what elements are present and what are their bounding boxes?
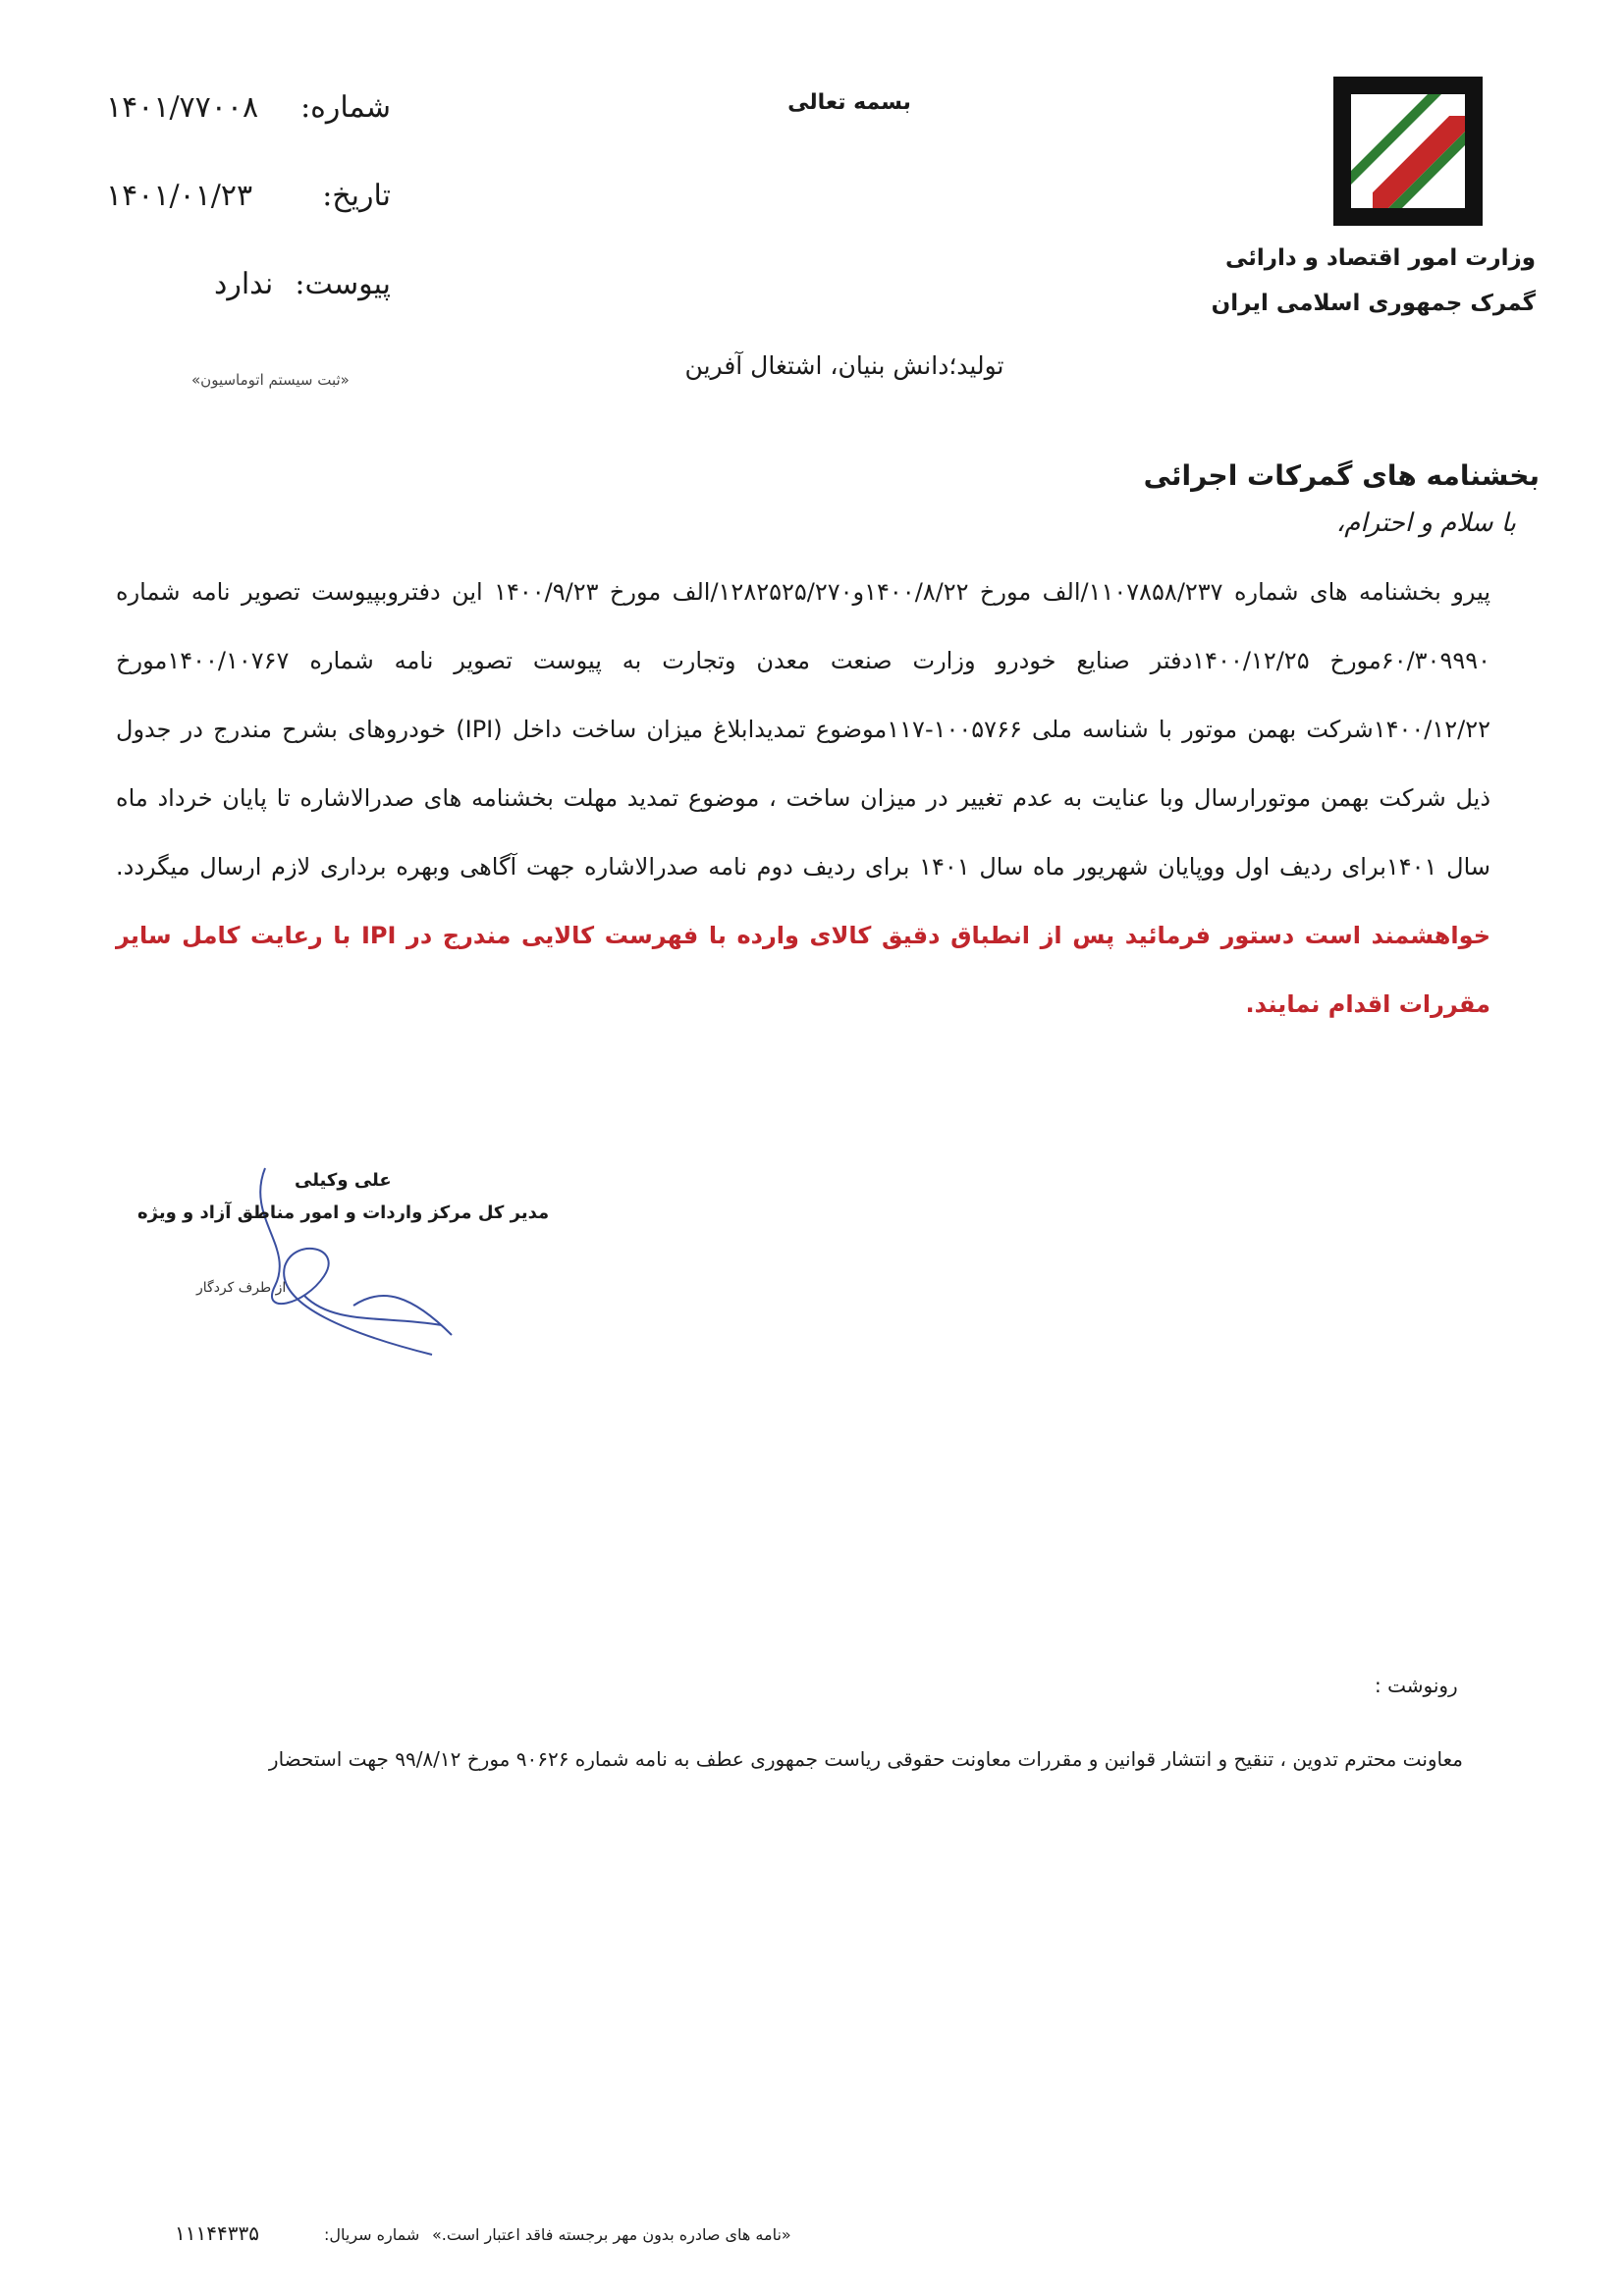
number-label: شماره: — [300, 90, 391, 125]
serial-label: شماره سریال: — [324, 2225, 420, 2244]
cc-recipient: معاونت محترم تدوین ، تنقیح و انتشار قوانین و مقررات معاونت حقوقی ریاست جمهوری عطف به نامه شماره ۹۰۶۲۶ مورخ ۹۹/۸/۱۲ جهت استحضار — [268, 1747, 1463, 1771]
serial-value: ۱۱۱۴۴۳۳۵ — [175, 2221, 259, 2245]
number-row — [106, 90, 401, 179]
footer-validity-note: «نامه های صادره بدون مهر برجسته فاقد اعتبار است.» — [432, 2225, 791, 2244]
letter-meta — [106, 90, 401, 355]
organization-block — [1212, 236, 1536, 326]
motto: تولید؛دانش بنیان، اشتغال آفرین — [684, 351, 1004, 380]
date-value: ۱۴۰۱/۰۱/۲۳ — [106, 179, 253, 213]
ministry-name: وزارت امور اقتصاد و دارائی — [1224, 245, 1536, 271]
cc-label: رونوشت : — [1375, 1674, 1458, 1697]
attachment-label: پیوست: — [295, 267, 391, 301]
attachment-row — [106, 267, 401, 355]
letter-heading: بخشنامه های گمرکات اجرائی — [1143, 459, 1540, 492]
handwritten-signature — [236, 1158, 471, 1374]
signatory-name: علی وکیلی — [295, 1170, 392, 1191]
on-behalf-note: از طرف کردگار — [196, 1280, 287, 1296]
organization-name: گمرک جمهوری اسلامی ایران — [1211, 291, 1536, 316]
date-row — [106, 179, 401, 267]
body-emphasis: خواهشمند است دستور فرمائید پس از انطباق دقیق کالای وارده با فهرست کالایی مندرج در IPI با رعایت کامل سایر مقررات اقدام نمایند. — [116, 922, 1491, 1018]
attachment-value: ندارد — [214, 267, 274, 301]
customs-logo-icon — [1333, 77, 1483, 226]
signatory-title: مدیر کل مرکز واردات و امور مناطق آزاد و ویژه — [137, 1202, 550, 1223]
body-paragraph: پیرو بخشنامه های شماره ۱۱۰۷۸۵۸/۲۳۷/الف مورخ ۱۴۰۰/۸/۲۲و۱۲۸۲۵۲۵/۲۷۰/الف مورخ ۱۴۰۰/۹/۲۳ این دفتروبپیوست تصویر نامه شماره ۶۰/۳۰۹۹۹۰مورخ ۱۴۰۰/۱۲/۲۵دفتر صنایع خودرو وزارت صنعت معدن وتجارت به پیوست تصویر نامه شماره ۱۴۰۰/۱۰۷۶۷مورخ ۱۴۰۰/۱۲/۲۲شرکت بهمن موتور با شناسه ملی ۱۰۰۵۷۶۶-۱۱۷موضوع تمدیدابلاغ میزان ساخت داخل (IPI) خودروهای بشرح مندرج در جدول ذیل شرکت بهمن موتورارسال وبا عنایت به عدم تغییر در میزان ساخت ، موضوع تمدید مهلت بخشنامه های صدرالاشاره تا پایان خرداد ماه سال ۱۴۰۱برای ردیف اول ووپایان شهریور ماه سال ۱۴۰۱ برای ردیف دوم نامه صدرالاشاره جهت آگاهی وبهره برداری لازم ارسال میگردد. — [116, 578, 1491, 881]
bismillah-heading: بسمه تعالی — [787, 90, 911, 115]
auto-registration-note: «ثبت سیستم اتوماسیون» — [191, 371, 350, 389]
number-value: ۱۴۰۱/۷۷۰۰۸ — [106, 90, 259, 125]
letter-body — [116, 558, 1490, 1039]
greeting: با سلام و احترام، — [1335, 508, 1516, 538]
date-label: تاریخ: — [322, 179, 391, 213]
